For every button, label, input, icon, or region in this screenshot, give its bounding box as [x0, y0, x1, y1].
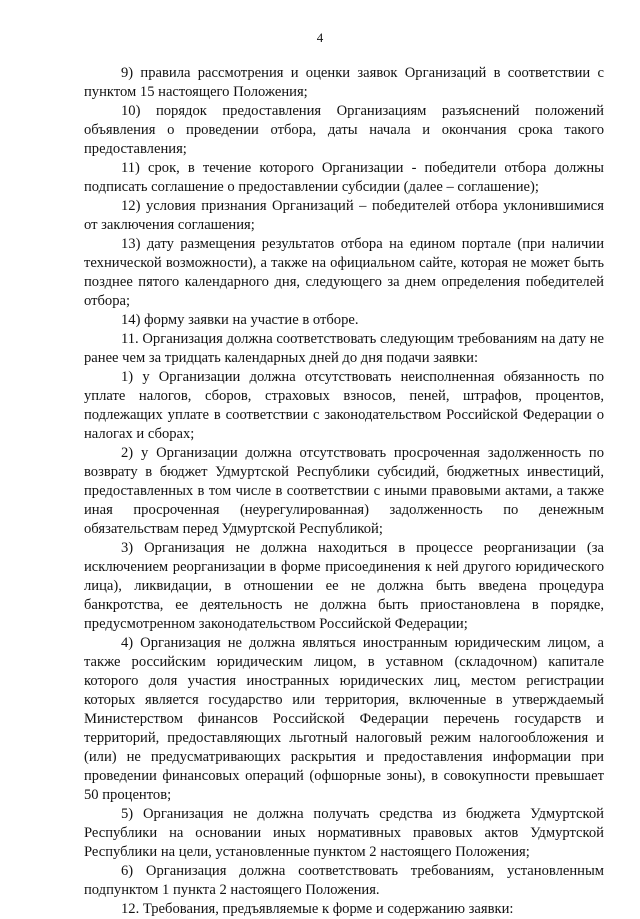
document-body	[84, 64, 604, 919]
paragraph-requirement-1: 1) у Организации должна отсутствовать неисполненная обязанность по уплате налогов, сборов, страховых взносов, пеней, штрафов, процентов, подлежащих уплате в соответствии с законодательством Российской Федерации о налогах и сборах;	[84, 369, 604, 442]
paragraph-item-9: 9) правила рассмотрения и оценки заявок Организаций в соответствии с пунктом 15 настоящего Положения;	[84, 65, 604, 100]
paragraph-requirement-3: 3) Организация не должна находиться в процессе реорганизации (за исключением реорганизации в форме присоединения к ней другого юридического лица), ликвидации, в отношении ее не должна быть введена процедура банкротства, ее деятельность не должна быть приостановлена в порядке, предусмотренном законодательством Российской Федерации;	[84, 540, 604, 632]
paragraph-item-14: 14) форму заявки на участие в отборе.	[121, 312, 359, 328]
page-number: 4	[316, 30, 324, 45]
paragraph-requirement-2: 2) у Организации должна отсутствовать просроченная задолженность по возврату в бюджет Удмуртской Республики субсидий, бюджетных инвестиций, предоставленных в том числе в соответствии с иными правовыми актами, а также иная просроченная (неурегулированная) задолженность по денежным обязательствам перед Удмуртской Республикой;	[84, 445, 604, 537]
paragraph-item-10: 10) порядок предоставления Организациям разъяснений положений объявления о проведении отбора, даты начала и окончания срока такого предоставления;	[84, 103, 604, 157]
paragraph-item-11: 11) срок, в течение которого Организации - победители отбора должны подписать соглашение о предоставлении субсидии (далее – соглашение);	[84, 160, 604, 195]
paragraph-requirement-6: 6) Организация должна соответствовать требованиям, установленным подпунктом 1 пункта 2 настоящего Положения.	[84, 863, 604, 898]
paragraph-requirement-5: 5) Организация не должна получать средства из бюджета Удмуртской Республики на основании иных нормативных правовых актов Удмуртской Республики на цели, установленные пунктом 2 настоящего Положения;	[84, 806, 604, 860]
paragraph-requirement-4: 4) Организация не должна являться иностранным юридическим лицом, а также российским юридическим лицом, в уставном (складочном) капитале которого доля участия иностранных юридических лиц, местом регистрации которых является государство или территория, включенные в утверждаемый Министерством финансов Российской Федерации перечень государств и территорий, предоставляющих льготный налоговый режим налогообложения и (или) не предусматривающих раскрытия и предоставления информации при проведении финансовых операций (офшорные зоны), в совокупности превышает 50 процентов;	[84, 635, 604, 803]
paragraph-section-12: 12. Требования, предъявляемые к форме и содержанию заявки:	[121, 901, 514, 917]
paragraph-section-11: 11. Организация должна соответствовать следующим требованиям на дату не ранее чем за тридцать календарных дней до дня подачи заявки:	[84, 331, 604, 366]
paragraph-item-12: 12) условия признания Организаций – победителей отбора уклонившимися от заключения соглашения;	[84, 198, 604, 233]
paragraph-item-13: 13) дату размещения результатов отбора на едином портале (при наличии технической возможности), а также на официальном сайте, которая не может быть позднее пятого календарного дня, следующего за днем определения победителей отбора;	[84, 236, 604, 309]
